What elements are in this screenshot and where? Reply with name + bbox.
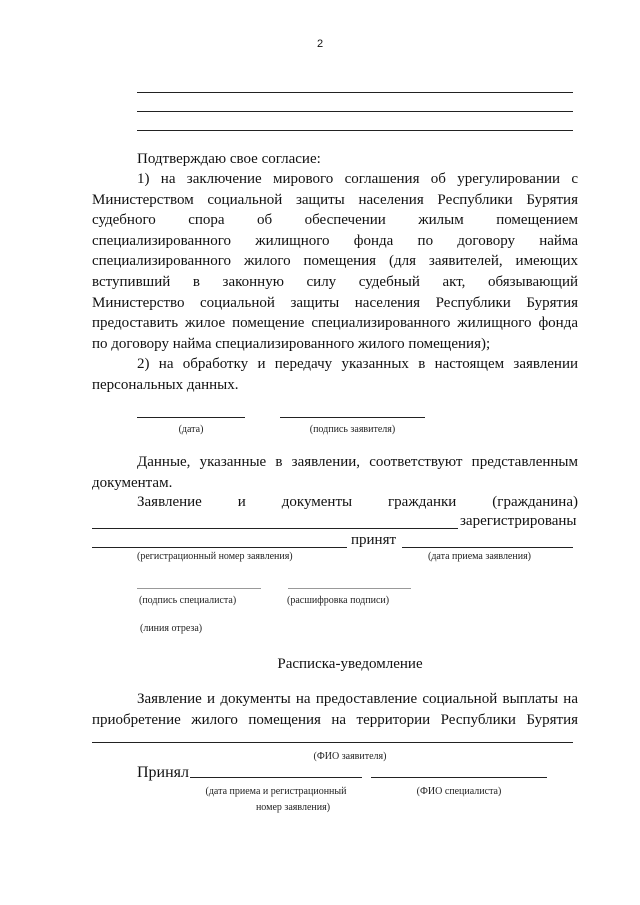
blank-line-1[interactable]	[137, 92, 573, 93]
consent-item-1-line: специализированного жилищного фонда по договору найма	[92, 232, 578, 249]
blank-line-2[interactable]	[137, 111, 573, 112]
specialist-name-line[interactable]	[371, 777, 547, 778]
consent-item-1-line: предоставить жилое помещение специализированного жилищного фонда	[92, 315, 578, 332]
accept-date-label: (дата приема заявления)	[428, 551, 532, 562]
citizen-name-line[interactable]	[92, 528, 458, 529]
receipt-accepted-text: Принял	[137, 764, 190, 781]
consent-item-1-line: 1) на заключение мирового соглашения об урегулировании с	[137, 171, 578, 187]
specialist-name-label: (ФИО специалиста)	[416, 786, 502, 797]
verification-line-1: Данные, указанные в заявлении, соответствуют представленным	[137, 454, 578, 470]
signature-decode-line[interactable]	[288, 588, 411, 589]
specialist-signature-label: (подпись специалиста)	[139, 595, 237, 606]
date-field-line[interactable]	[137, 417, 245, 418]
registered-text: зарегистрированы	[460, 513, 577, 529]
date-reg-label-line-2: номер заявления)	[255, 802, 331, 813]
consent-item-1-line: судебного спора об обеспечении жилым помещением	[92, 212, 578, 229]
applicant-signature-line[interactable]	[280, 417, 425, 418]
receipt-line-2: приобретение жилого помещения на территории Республики Бурятия	[92, 711, 578, 728]
specialist-signature-line[interactable]	[137, 588, 261, 589]
date-reg-label-line-1: (дата приема и регистрационный	[205, 786, 347, 797]
blank-line-3[interactable]	[137, 130, 573, 131]
accepted-text: принят	[351, 532, 397, 548]
consent-item-1-line: по договору найма специализированного жилого помещения);	[92, 335, 491, 352]
applicant-signature-label: (подпись заявителя)	[309, 424, 396, 435]
signature-decode-label: (расшифровка подписи)	[287, 595, 390, 606]
receipt-line-1: Заявление и документы на предоставление социальной выплаты на	[137, 691, 578, 707]
verification-statement: Заявление и документы гражданки (гражданина)	[137, 494, 578, 510]
receipt-date-reg-line[interactable]	[190, 777, 362, 778]
consent-item-1-line: специализированного жилого помещения (для заявителей, имеющих	[92, 253, 578, 270]
reg-number-line[interactable]	[92, 547, 347, 548]
receipt-title: Расписка-уведомление	[277, 656, 423, 672]
consent-item-2-line: 2) на обработку и передачу указанных в настоящем заявлении	[137, 356, 578, 373]
consent-item-1-line: вступивший в законную силу судебный акт, обязывающий	[92, 274, 578, 290]
cut-line-label: (линия отреза)	[140, 623, 203, 634]
reg-number-label: (регистрационный номер заявления)	[137, 551, 293, 562]
verification-line-2: документам.	[92, 474, 173, 491]
consent-item-1-line: Министерством социальной защиты населения Республики Бурятия	[92, 191, 578, 208]
consent-item-1-line: Министерство социальной защиты населения Республики Бурятия	[92, 294, 578, 311]
date-label: (дата)	[178, 424, 204, 435]
applicant-name-label: (ФИО заявителя)	[313, 751, 387, 762]
applicant-name-line[interactable]	[92, 742, 573, 743]
accept-date-line[interactable]	[402, 547, 573, 548]
consent-heading: Подтверждаю свое согласие:	[137, 151, 321, 167]
date-reg-label	[190, 786, 362, 814]
consent-item-2-line: персональных данных.	[92, 377, 239, 393]
page-number: 2	[316, 38, 324, 50]
